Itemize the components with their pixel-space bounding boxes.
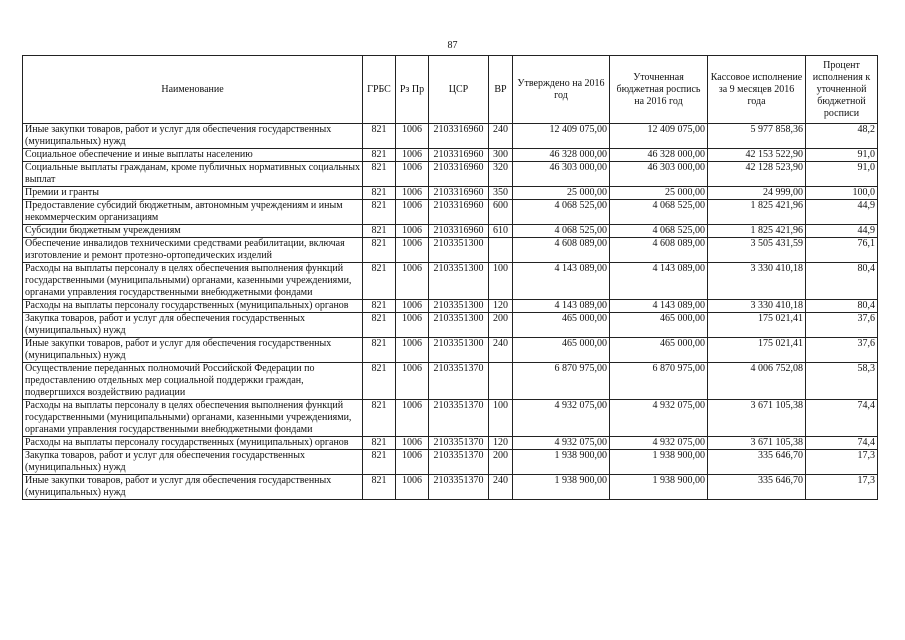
- cell-vr: 120: [489, 300, 513, 313]
- cell-approved: 4 932 075,00: [513, 437, 610, 450]
- cell-approved: 12 409 075,00: [513, 124, 610, 149]
- header-csr: ЦСР: [429, 56, 489, 124]
- cell-grbs: 821: [363, 300, 396, 313]
- table-row: [23, 263, 878, 300]
- cell-percent: 58,3: [806, 363, 878, 400]
- cell-cash: 42 128 523,90: [708, 162, 806, 187]
- cell-vr: 120: [489, 437, 513, 450]
- cell-percent: 48,2: [806, 124, 878, 149]
- cell-cash: 4 006 752,08: [708, 363, 806, 400]
- cell-name: Расходы на выплаты персоналу государственных (муниципальных) органов: [23, 437, 363, 450]
- cell-approved: 4 143 089,00: [513, 263, 610, 300]
- cell-vr: [489, 363, 513, 400]
- cell-csr: 2103351370: [429, 475, 489, 500]
- cell-percent: 91,0: [806, 149, 878, 162]
- cell-percent: 80,4: [806, 300, 878, 313]
- cell-approved: 4 608 089,00: [513, 238, 610, 263]
- table-row: [23, 300, 878, 313]
- cell-vr: 610: [489, 225, 513, 238]
- cell-vr: 320: [489, 162, 513, 187]
- cell-csr: 2103351370: [429, 363, 489, 400]
- cell-csr: 2103316960: [429, 124, 489, 149]
- cell-csr: 2103351370: [429, 450, 489, 475]
- cell-specified: 25 000,00: [610, 187, 708, 200]
- cell-name: Премии и гранты: [23, 187, 363, 200]
- cell-rzpr: 1006: [396, 187, 429, 200]
- cell-approved: 4 068 525,00: [513, 225, 610, 238]
- cell-rzpr: 1006: [396, 124, 429, 149]
- cell-cash: 3 671 105,38: [708, 400, 806, 437]
- cell-grbs: 821: [363, 162, 396, 187]
- cell-rzpr: 1006: [396, 363, 429, 400]
- cell-cash: 42 153 522,90: [708, 149, 806, 162]
- cell-rzpr: 1006: [396, 450, 429, 475]
- cell-cash: 175 021,41: [708, 313, 806, 338]
- table-row: [23, 437, 878, 450]
- cell-csr: 2103316960: [429, 200, 489, 225]
- cell-grbs: 821: [363, 437, 396, 450]
- cell-percent: 91,0: [806, 162, 878, 187]
- cell-rzpr: 1006: [396, 300, 429, 313]
- cell-approved: 465 000,00: [513, 313, 610, 338]
- cell-rzpr: 1006: [396, 313, 429, 338]
- cell-name: Закупка товаров, работ и услуг для обеспечения государственных (муниципальных) нужд: [23, 450, 363, 475]
- cell-rzpr: 1006: [396, 400, 429, 437]
- cell-cash: 1 825 421,96: [708, 225, 806, 238]
- cell-cash: 335 646,70: [708, 450, 806, 475]
- cell-name: Расходы на выплаты персоналу в целях обеспечения выполнения функций государственными (муниципальными) органами, казенными учреждениями, органами управления государственными внебюджетными фондами: [23, 400, 363, 437]
- cell-specified: 6 870 975,00: [610, 363, 708, 400]
- cell-cash: 335 646,70: [708, 475, 806, 500]
- cell-grbs: 821: [363, 225, 396, 238]
- table-row: [23, 400, 878, 437]
- cell-grbs: 821: [363, 400, 396, 437]
- table-row: [23, 338, 878, 363]
- cell-approved: 1 938 900,00: [513, 475, 610, 500]
- cell-percent: 76,1: [806, 238, 878, 263]
- header-rzpr: Рз Пр: [396, 56, 429, 124]
- cell-specified: 4 143 089,00: [610, 263, 708, 300]
- cell-percent: 17,3: [806, 475, 878, 500]
- cell-specified: 1 938 900,00: [610, 475, 708, 500]
- page-number: 87: [447, 40, 458, 51]
- cell-csr: 2103316960: [429, 149, 489, 162]
- cell-rzpr: 1006: [396, 149, 429, 162]
- table-row: [23, 238, 878, 263]
- cell-grbs: 821: [363, 149, 396, 162]
- cell-csr: 2103351300: [429, 263, 489, 300]
- cell-specified: 4 608 089,00: [610, 238, 708, 263]
- cell-vr: 240: [489, 338, 513, 363]
- table-row: [23, 313, 878, 338]
- cell-specified: 4 932 075,00: [610, 400, 708, 437]
- cell-specified: 46 328 000,00: [610, 149, 708, 162]
- cell-name: Обеспечение инвалидов техническими средствами реабилитации, включая изготовление и ремонт протезно-ортопедических изделий: [23, 238, 363, 263]
- cell-grbs: 821: [363, 124, 396, 149]
- cell-vr: [489, 238, 513, 263]
- table-row: [23, 149, 878, 162]
- cell-approved: 1 938 900,00: [513, 450, 610, 475]
- cell-vr: 100: [489, 400, 513, 437]
- cell-name: Иные закупки товаров, работ и услуг для обеспечения государственных (муниципальных) нужд: [23, 338, 363, 363]
- table-row: [23, 363, 878, 400]
- cell-approved: 465 000,00: [513, 338, 610, 363]
- cell-grbs: 821: [363, 263, 396, 300]
- table-row: [23, 475, 878, 500]
- cell-grbs: 821: [363, 238, 396, 263]
- cell-cash: 175 021,41: [708, 338, 806, 363]
- cell-approved: 4 068 525,00: [513, 200, 610, 225]
- cell-vr: 100: [489, 263, 513, 300]
- cell-percent: 100,0: [806, 187, 878, 200]
- header-percent: Процент исполнения к уточненной бюджетной росписи: [806, 56, 878, 124]
- cell-vr: 600: [489, 200, 513, 225]
- table-row: [23, 200, 878, 225]
- cell-csr: 2103351300: [429, 313, 489, 338]
- cell-name: Социальные выплаты гражданам, кроме публичных нормативных социальных выплат: [23, 162, 363, 187]
- cell-csr: 2103351300: [429, 300, 489, 313]
- cell-vr: 200: [489, 313, 513, 338]
- cell-rzpr: 1006: [396, 162, 429, 187]
- cell-specified: 465 000,00: [610, 313, 708, 338]
- header-approved: Утверждено на 2016 год: [513, 56, 610, 124]
- cell-csr: 2103351370: [429, 437, 489, 450]
- cell-vr: 200: [489, 450, 513, 475]
- cell-approved: 25 000,00: [513, 187, 610, 200]
- cell-csr: 2103351300: [429, 238, 489, 263]
- cell-percent: 80,4: [806, 263, 878, 300]
- cell-specified: 1 938 900,00: [610, 450, 708, 475]
- cell-cash: 3 330 410,18: [708, 263, 806, 300]
- header-vr: ВР: [489, 56, 513, 124]
- cell-grbs: 821: [363, 313, 396, 338]
- cell-grbs: 821: [363, 475, 396, 500]
- cell-percent: 17,3: [806, 450, 878, 475]
- cell-name: Предоставление субсидий бюджетным, автономным учреждениям и иным некоммерческим организациям: [23, 200, 363, 225]
- cell-specified: 46 303 000,00: [610, 162, 708, 187]
- cell-name: Расходы на выплаты персоналу в целях обеспечения выполнения функций государственными (муниципальными) органами, казенными учреждениями, органами управления государственными внебюджетными фондами: [23, 263, 363, 300]
- cell-percent: 37,6: [806, 338, 878, 363]
- budget-execution-table: [22, 55, 878, 500]
- cell-csr: 2103316960: [429, 187, 489, 200]
- cell-rzpr: 1006: [396, 263, 429, 300]
- cell-cash: 3 505 431,59: [708, 238, 806, 263]
- cell-approved: 4 932 075,00: [513, 400, 610, 437]
- cell-name: Закупка товаров, работ и услуг для обеспечения государственных (муниципальных) нужд: [23, 313, 363, 338]
- cell-csr: 2103316960: [429, 225, 489, 238]
- header-cash: Кассовое исполнение за 9 месяцев 2016 года: [708, 56, 806, 124]
- cell-grbs: 821: [363, 187, 396, 200]
- cell-cash: 3 671 105,38: [708, 437, 806, 450]
- cell-percent: 37,6: [806, 313, 878, 338]
- cell-approved: 4 143 089,00: [513, 300, 610, 313]
- cell-rzpr: 1006: [396, 475, 429, 500]
- table-row: [23, 450, 878, 475]
- cell-rzpr: 1006: [396, 200, 429, 225]
- cell-vr: 300: [489, 149, 513, 162]
- cell-approved: 46 328 000,00: [513, 149, 610, 162]
- cell-specified: 4 143 089,00: [610, 300, 708, 313]
- cell-grbs: 821: [363, 450, 396, 475]
- cell-percent: 74,4: [806, 437, 878, 450]
- cell-grbs: 821: [363, 200, 396, 225]
- cell-specified: 12 409 075,00: [610, 124, 708, 149]
- cell-csr: 2103351300: [429, 338, 489, 363]
- cell-vr: 350: [489, 187, 513, 200]
- cell-csr: 2103316960: [429, 162, 489, 187]
- cell-percent: 74,4: [806, 400, 878, 437]
- cell-cash: 3 330 410,18: [708, 300, 806, 313]
- header-specified: Уточненная бюджетная роспись на 2016 год: [610, 56, 708, 124]
- cell-name: Иные закупки товаров, работ и услуг для обеспечения государственных (муниципальных) нужд: [23, 124, 363, 149]
- cell-name: Расходы на выплаты персоналу государственных (муниципальных) органов: [23, 300, 363, 313]
- cell-specified: 465 000,00: [610, 338, 708, 363]
- cell-rzpr: 1006: [396, 437, 429, 450]
- cell-csr: 2103351370: [429, 400, 489, 437]
- cell-name: Субсидии бюджетным учреждениям: [23, 225, 363, 238]
- cell-rzpr: 1006: [396, 225, 429, 238]
- cell-rzpr: 1006: [396, 338, 429, 363]
- cell-name: Осуществление переданных полномочий Российской Федерации по предоставлению отдельных мер социальной поддержки граждан, подвергшихся воздействию радиации: [23, 363, 363, 400]
- cell-vr: 240: [489, 475, 513, 500]
- cell-approved: 46 303 000,00: [513, 162, 610, 187]
- cell-percent: 44,9: [806, 225, 878, 238]
- cell-approved: 6 870 975,00: [513, 363, 610, 400]
- cell-specified: 4 068 525,00: [610, 225, 708, 238]
- cell-vr: 240: [489, 124, 513, 149]
- table-row: [23, 187, 878, 200]
- cell-specified: 4 068 525,00: [610, 200, 708, 225]
- table-row: [23, 225, 878, 238]
- cell-name: Социальное обеспечение и иные выплаты населению: [23, 149, 363, 162]
- cell-grbs: 821: [363, 363, 396, 400]
- header-name: Наименование: [23, 56, 363, 124]
- cell-percent: 44,9: [806, 200, 878, 225]
- cell-cash: 5 977 858,36: [708, 124, 806, 149]
- table-row: [23, 124, 878, 149]
- cell-cash: 24 999,00: [708, 187, 806, 200]
- cell-grbs: 821: [363, 338, 396, 363]
- cell-specified: 4 932 075,00: [610, 437, 708, 450]
- cell-cash: 1 825 421,96: [708, 200, 806, 225]
- cell-rzpr: 1006: [396, 238, 429, 263]
- cell-name: Иные закупки товаров, работ и услуг для обеспечения государственных (муниципальных) нужд: [23, 475, 363, 500]
- table-row: [23, 162, 878, 187]
- header-grbs: ГРБС: [363, 56, 396, 124]
- table-header-row: [23, 56, 878, 124]
